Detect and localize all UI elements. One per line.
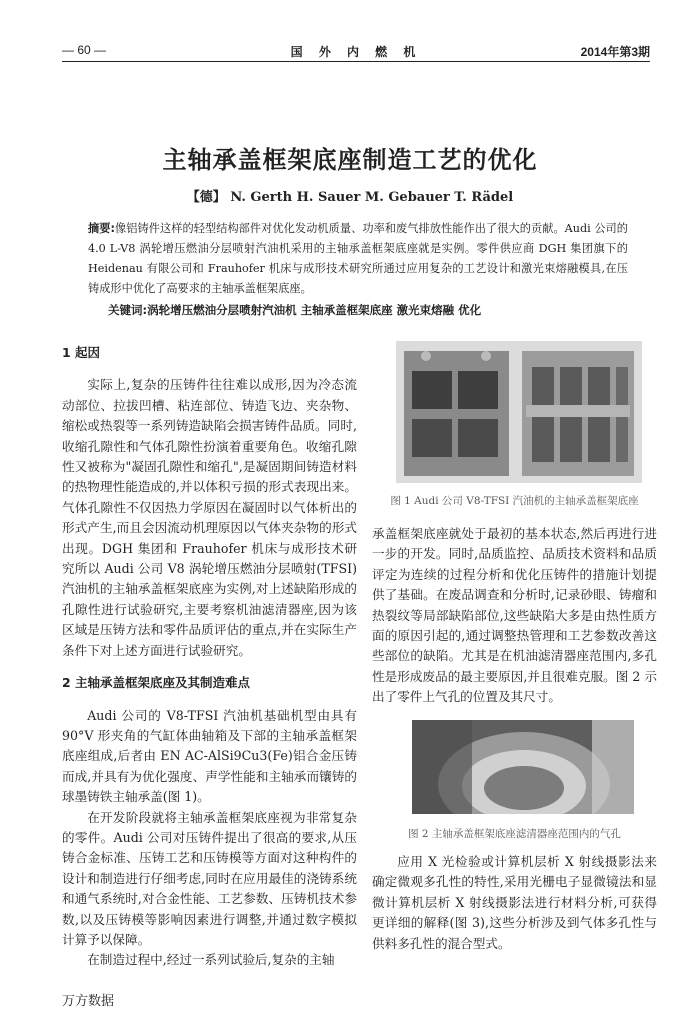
journal-name: 国 外 内 燃 机 <box>290 45 422 59</box>
abstract-label: 摘要: <box>88 222 115 235</box>
abstract <box>88 219 628 299</box>
article-title: 主轴承盖框架底座制造工艺的优化 <box>162 146 538 174</box>
author-line: 【德】 N. Gerth H. Sauer M. Gebauer T. Rädel <box>186 190 514 205</box>
section-1-heading: 1 起因 <box>62 345 101 360</box>
section-2-paragraph-3: 在制造过程中,经过一系列试验后,复杂的主轴 <box>87 952 335 968</box>
right-column-top <box>372 524 657 708</box>
header-rule <box>62 61 650 62</box>
running-header <box>62 43 650 61</box>
right-paragraph-2: 应用 X 光检验或计算机层析 X 射线摄影法来确定微观多孔性的特性,采用光栅电子显微镜法和显微计算机层析 X 射线摄影法进行材料分析,可获得更详细的解释(图 3),这些分析涉及到气体多孔性与供料多孔性的混合型式。 <box>372 854 657 951</box>
section-1-paragraph: 实际上,复杂的压铸件往往难以成形,因为冷态流动部位、拉拔凹槽、粘连部位、铸造飞边、夹杂物、缩松或热裂等一系列铸造缺陷会损害铸件品质。同时,收缩孔隙性和气体孔隙性扮演着重要角色。收缩孔隙性又被称为"凝固孔隙性和缩孔",是凝固期间铸造材料的热物理性能造成的,并以体积亏损的形式表现出来。气体孔隙性不仅因热力学原因在凝固时以气体析出的形式产生,而且会因流动机理原因以气体夹杂物的形式出现。DGH 集团和 Frauhofer 机床与成形技术研究所以 Audi 公司 V8 涡轮增压燃油分层喷射(TFSI)汽油机的主轴承盖框架底座为实例,对上述缺陷形成的孔隙性进行试验研究,主要考察机油滤清器座,因为该区域是压铸方法和零件品质评估的重点,并在实际生产条件下对上述方面进行试验研究。 <box>62 377 357 658</box>
figure-2-image <box>412 720 634 814</box>
section-2-paragraph-1: Audi 公司的 V8-TFSI 汽油机基础机型由具有 90°V 形夹角的气缸体曲轴箱及下部的主轴承盖框架底座组成,后者由 EN AC-AlSi9Cu3(Fe)铝合金压铸而成,并具有为优化强度、声学性能和主轴承而镶铸的球墨铸铁主轴承盖(图 1)。 <box>62 707 357 805</box>
keywords: 关键词:涡轮增压燃油分层喷射汽油机 主轴承盖框架底座 激光束熔融 优化 <box>108 303 482 317</box>
right-column-bottom <box>372 852 657 954</box>
right-paragraph-1: 承盖框架底座就处于最初的基本状态,然后再进行进一步的开发。同时,品质监控、品质技术资料和品质评定为连续的过程分析和优化压铸件的措施计划提供了基础。在废品调查和分析时,记录砂眼、铸瘤和热裂纹等局部缺陷部位,这些缺陷大多是由热性质方面的原因引起的,通过调整热管理和工艺参数改善这些部位的缺陷。尤其是在机油滤清器座范围内,多孔性是形成废品的最主要原因,并且很难克服。图 2 示出了零件上气孔的位置及其尺寸。 <box>372 526 657 705</box>
issue-number: 2014年第3期 <box>580 45 650 59</box>
section-2-paragraph-2: 在开发阶段就将主轴承盖框架底座视为非常复杂的零件。Audi 公司对压铸件提出了很高的要求,从压铸合金标准、压铸工艺和压铸模等方面对这种构件的设计和制造进行仔细考虑,同时在应用最佳的浇铸系统和通气系统时,对合金性能、工艺参数、压铸机技术参数,以及压铸模等影响因素进行调整,并通过数字模拟计算予以保障。 <box>62 809 357 947</box>
figure-1-caption: 图 1 Audi 公司 V8-TFSI 汽油机的主轴承盖框架底座 <box>390 495 639 507</box>
bedplate-left-photo <box>404 351 509 476</box>
left-column <box>62 343 357 971</box>
footer-watermark: 万方数据 <box>62 994 115 1009</box>
figure-1-image <box>396 341 642 483</box>
bedplate-right-photo <box>522 351 634 476</box>
abstract-text: 像铝铸件这样的轻型结构部件对优化发动机质量、功率和废气排放性能作出了很大的贡献。Audi 公司的 4.0 L-V8 涡轮增压燃油分层喷射汽油机采用的主轴承盖框架底座就是实例。零件供应商 DGH 集团旗下的 Heidenau 有限公司和 Frauhofer 机床与成形技术研究所通过应用复杂的工艺设计和激光束熔融模具,在压铸成形中优化了高要求的主轴承盖框架底座。 <box>88 222 628 295</box>
page-number: — 60 — <box>62 43 107 57</box>
section-2-heading: 2 主轴承盖框架底座及其制造难点 <box>62 675 251 691</box>
figure-2-caption: 图 2 主轴承盖框架底座滤清器座范围内的气孔 <box>408 828 621 840</box>
